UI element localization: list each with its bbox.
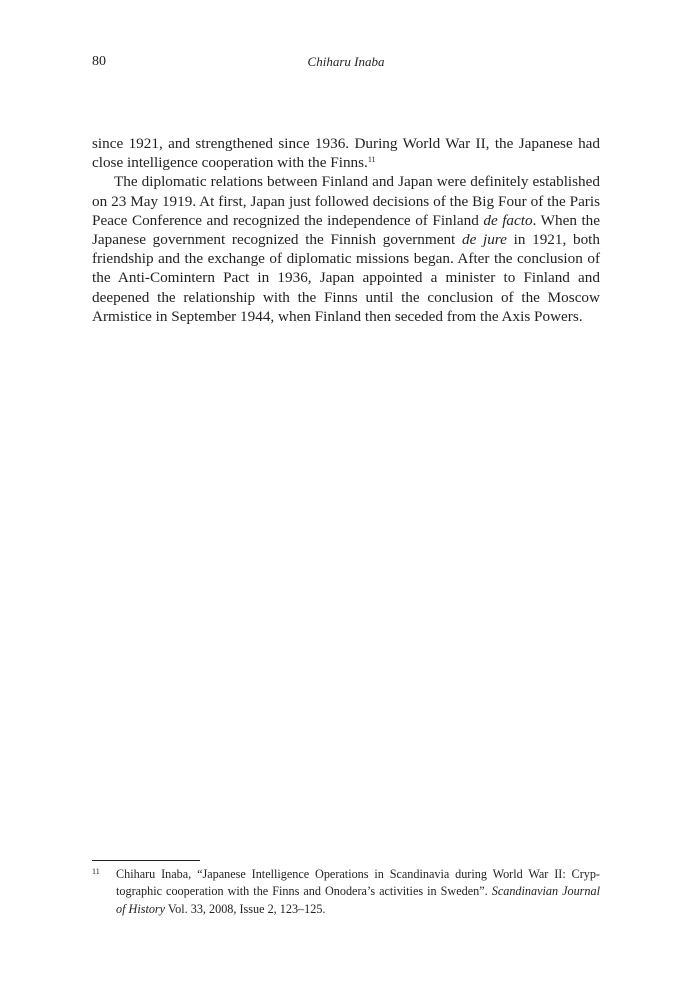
footnote-text — [116, 866, 600, 918]
running-title-author: Chiharu Inaba — [307, 54, 385, 69]
italic-de-facto: de facto — [483, 211, 533, 229]
paragraph-2-text-b: . When the Japanese government recognized the Finnish government — [92, 211, 601, 249]
paragraph-2-text-a: The diplomatic relations between Finland and Japan were definitely established on 23 May 1919. At first, Japan just followed decisions of the Big Four of the Paris Peace Conference and recognized the independence of Finland — [92, 173, 600, 229]
footnote-number: 11 — [92, 867, 100, 876]
footnote-journal-title: Scandinavian Journal of History — [116, 884, 601, 916]
running-head — [92, 54, 600, 74]
italic-de-jure: de jure — [461, 231, 507, 249]
paragraph-1 — [92, 134, 600, 172]
paragraph-2-text-c: in 1921, both friendship and the exchange of diplomatic missions began. After the conclusion of the Anti-Comintern Pact in 1936, Japan appointed a minister to Finland and deepened the relationship with the Finns until the conclusion of the Moscow Armistice in September 1944, when Finland then seceded from the Axis Powers. — [92, 231, 600, 325]
paragraph-1-text: since 1921, and strengthened since 1936. During World War II, the Japanese had close intelligence cooperation with the Finns. — [92, 135, 600, 172]
footnote-citation-a: Chiharu Inaba, “Japanese Intelligence Operations in Scandinavia during World War II: Cryp-tographic cooperation with the Finns and Onodera’s activities in Sweden”. — [116, 867, 600, 899]
footnote-11 — [92, 866, 600, 918]
main-text — [92, 134, 600, 326]
page-number: 80 — [92, 54, 106, 69]
footnote-separator — [92, 860, 200, 861]
footnote-reference[interactable]: 11 — [367, 155, 376, 165]
paragraph-2 — [92, 172, 600, 326]
footnote-citation-b: Vol. 33, 2008, Issue 2, 123–125. — [165, 901, 326, 916]
